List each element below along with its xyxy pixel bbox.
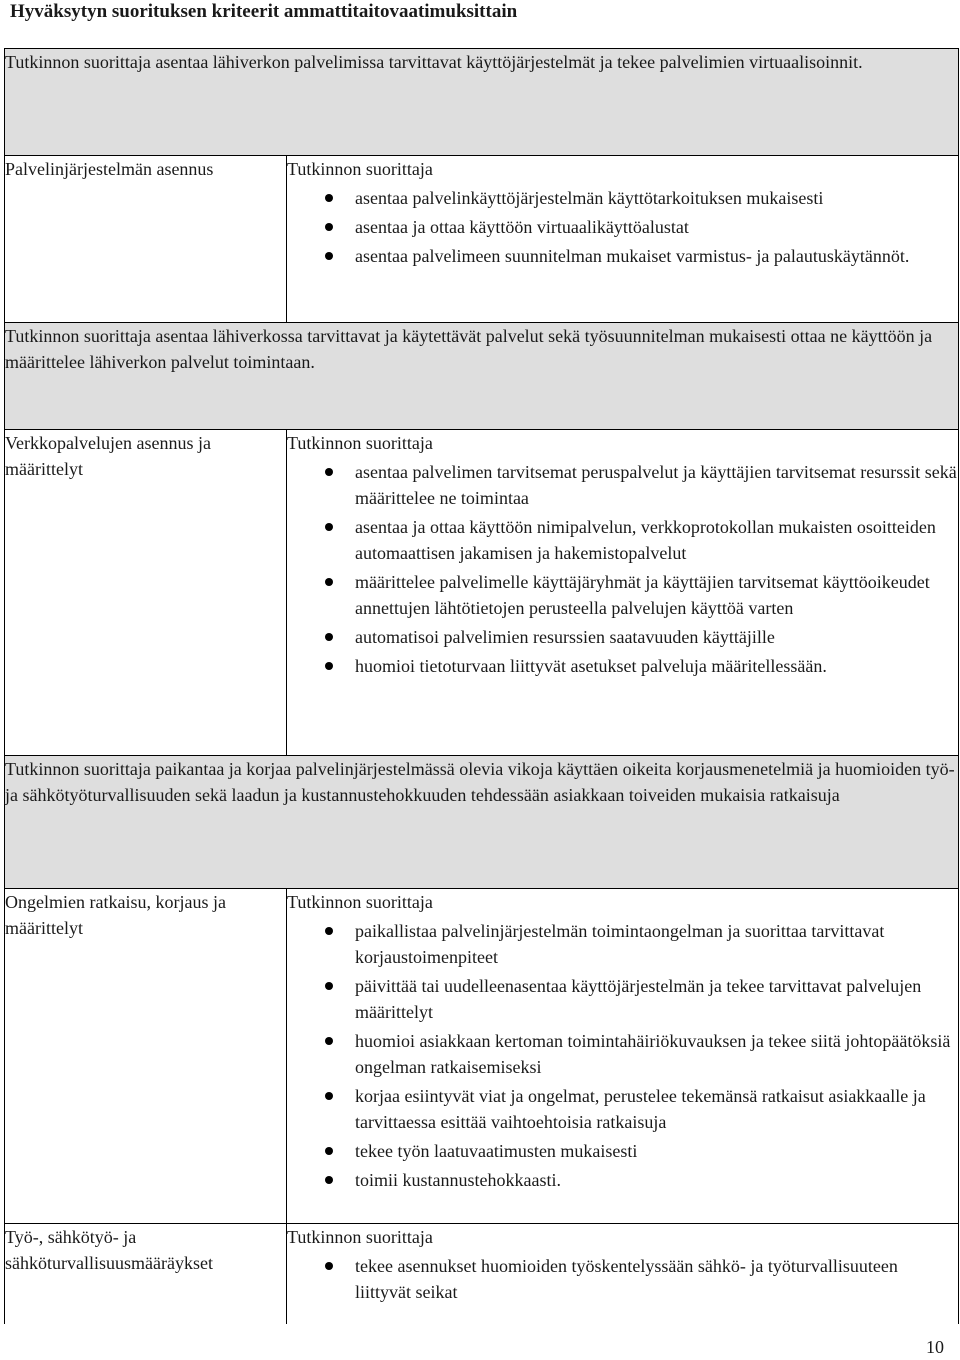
requirement-row [5, 323, 959, 430]
criteria-list [287, 185, 958, 269]
list-item: tekee asennukset huomioiden työskentelyssään sähkö- ja työturvallisuuteen liittyvät seikat [287, 1253, 958, 1305]
list-item: asentaa ja ottaa käyttöön nimipalvelun, verkkoprotokollan mukaisten osoitteiden automaattisen jakamisen ja hakemistopalvelut [287, 514, 958, 566]
criteria-table [4, 48, 959, 1324]
criteria-list [287, 918, 958, 1193]
criteria-row [5, 1224, 959, 1325]
criteria-intro: Tutkinnon suorittaja [287, 159, 433, 179]
criteria-row [5, 156, 959, 323]
criteria-label: Palvelinjärjestelmän asennus [5, 156, 287, 323]
criteria-label: Verkkopalvelujen asennus ja määrittelyt [5, 430, 287, 756]
criteria-label: Työ-, sähkötyö- ja sähköturvallisuusmääräykset [5, 1224, 287, 1325]
document-title: Hyväksytyn suorituksen kriteerit ammattitaitovaatimuksittain [10, 1, 518, 22]
criteria-content [287, 1224, 959, 1325]
list-item: asentaa palvelinkäyttöjärjestelmän käyttötarkoituksen mukaisesti [287, 185, 958, 211]
page-number: 10 [926, 1337, 944, 1357]
list-item: toimii kustannustehokkaasti. [287, 1167, 958, 1193]
requirement-row [5, 756, 959, 889]
criteria-content [287, 156, 959, 323]
criteria-list [287, 1253, 958, 1305]
requirement-text: Tutkinnon suorittaja paikantaa ja korjaa palvelinjärjestelmässä olevia vikoja käyttäen oikeita korjausmenetelmiä ja huomioiden työ- ja sähkötyöturvallisuuden sekä laadun ja kustannustehokkuuden tehdessään asiakkaan toiveiden mukaisia ratkaisuja [5, 756, 959, 889]
list-item: määrittelee palvelimelle käyttäjäryhmät ja käyttäjien tarvitsemat käyttöoikeudet annettujen lähtötietojen perusteella palvelujen käyttöä varten [287, 569, 958, 621]
criteria-list [287, 459, 958, 679]
list-item: paikallistaa palvelinjärjestelmän toimintaongelman ja suorittaa tarvittavat korjaustoimenpiteet [287, 918, 958, 970]
list-item: asentaa palvelimeen suunnitelman mukaiset varmistus- ja palautuskäytännöt. [287, 243, 958, 269]
list-item: huomioi tietoturvaan liittyvät asetukset palveluja määritellessään. [287, 653, 958, 679]
criteria-content [287, 430, 959, 756]
list-item: korjaa esiintyvät viat ja ongelmat, perustelee tekemänsä ratkaisut asiakkaalle ja tarvittaessa esittää vaihtoehtoisia ratkaisuja [287, 1083, 958, 1135]
criteria-intro: Tutkinnon suorittaja [287, 1227, 433, 1247]
list-item: tekee työn laatuvaatimusten mukaisesti [287, 1138, 958, 1164]
requirement-text: Tutkinnon suorittaja asentaa lähiverkon palvelimissa tarvittavat käyttöjärjestelmät ja tekee palvelimien virtuaalisoinnit. [5, 49, 959, 156]
list-item: huomioi asiakkaan kertoman toimintahäiriökuvauksen ja tekee siitä johtopäätöksiä ongelman ratkaisemiseksi [287, 1028, 958, 1080]
criteria-intro: Tutkinnon suorittaja [287, 892, 433, 912]
requirement-row [5, 49, 959, 156]
list-item: asentaa palvelimen tarvitsemat peruspalvelut ja käyttäjien tarvitsemat resurssit sekä määrittelee ne toimintaa [287, 459, 958, 511]
criteria-row [5, 889, 959, 1224]
requirement-text: Tutkinnon suorittaja asentaa lähiverkossa tarvittavat ja käytettävät palvelut sekä työsuunnitelman mukaisesti ottaa ne käyttöön ja määrittelee lähiverkon palvelut toimintaan. [5, 323, 959, 430]
criteria-label: Ongelmien ratkaisu, korjaus ja määrittelyt [5, 889, 287, 1224]
criteria-intro: Tutkinnon suorittaja [287, 433, 433, 453]
list-item: päivittää tai uudelleenasentaa käyttöjärjestelmän ja tekee tarvittavat palvelujen määrittelyt [287, 973, 958, 1025]
criteria-row [5, 430, 959, 756]
list-item: automatisoi palvelimien resurssien saatavuuden käyttäjille [287, 624, 958, 650]
list-item: asentaa ja ottaa käyttöön virtuaalikäyttöalustat [287, 214, 958, 240]
criteria-content [287, 889, 959, 1224]
